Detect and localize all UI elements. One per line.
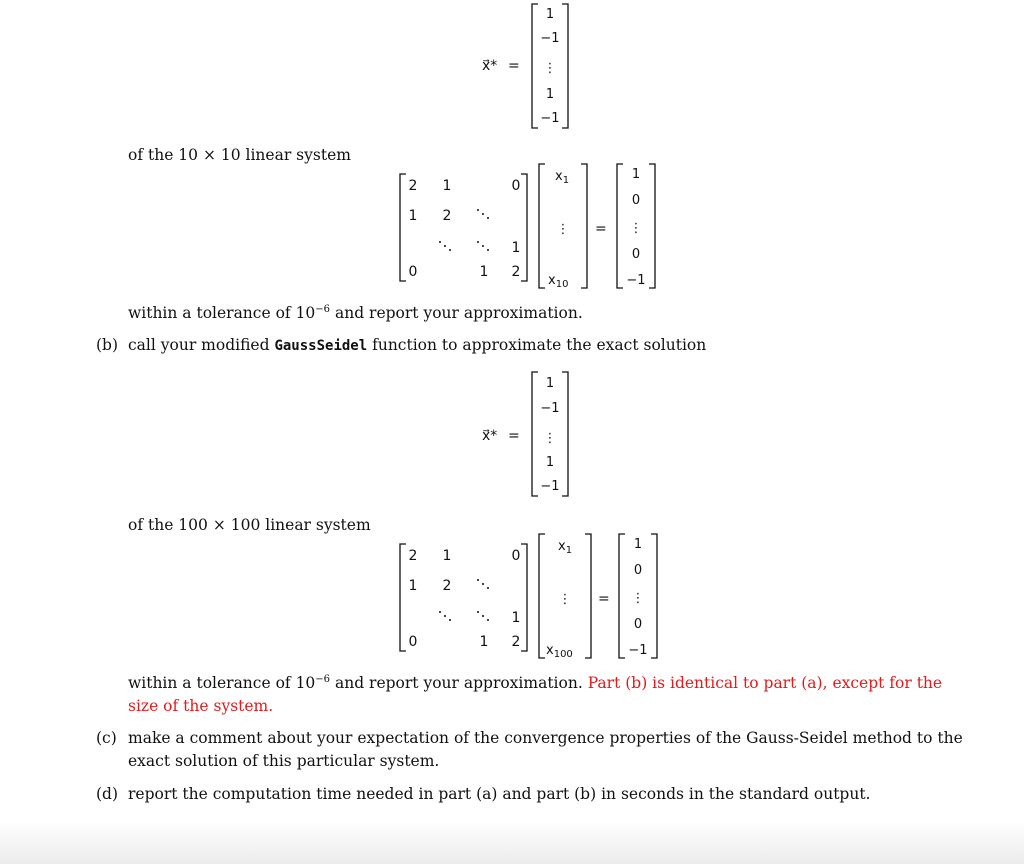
linear-system-100 [395, 530, 670, 665]
vector-entry: ⋮ [543, 61, 557, 76]
unknown-dots: ⋮ [556, 222, 570, 237]
right-bracket [649, 164, 655, 288]
rhs-entry: 0 [633, 563, 643, 578]
left-bracket [617, 164, 623, 288]
left-bracket [539, 534, 545, 658]
rhs-entry: 1 [633, 537, 643, 552]
rhs-entry: 0 [631, 193, 641, 208]
vector-entry: 1 [545, 376, 555, 391]
unknown-entry: $x_1$ [555, 169, 570, 186]
matrix-entry: 0 [408, 264, 418, 280]
right-bracket [651, 534, 657, 658]
matrix-entry: 1 [442, 548, 452, 564]
matrix-entry: 2 [511, 634, 521, 650]
item-b: (b) call your modified GaussSeidel function to approximate the exact solution [96, 336, 707, 354]
matrix-entry: 0 [511, 548, 521, 564]
matrix-entry: 2 [442, 578, 452, 594]
equals-sign: = [598, 591, 610, 607]
vector-label: x⃗* [482, 428, 498, 444]
rhs-entry: −1 [626, 273, 646, 288]
right-bracket [581, 164, 587, 288]
vector-label: x⃗* [482, 58, 498, 74]
system-100-intro: of the 100 × 100 linear system [128, 516, 371, 534]
rhs-entry: 1 [631, 167, 641, 182]
rhs-entry: 0 [633, 617, 643, 632]
left-bracket [619, 534, 625, 658]
matrix-entry: 1 [511, 610, 521, 626]
rhs-entry: ⋮ [629, 221, 643, 236]
right-bracket [562, 4, 568, 128]
matrix-entry: 2 [408, 178, 418, 194]
solution-vector-10 [470, 0, 590, 135]
unknown-dots: ⋮ [558, 592, 572, 607]
matrix-entry: 1 [511, 240, 521, 256]
system-10-intro: of the 10 × 10 linear system [128, 146, 351, 164]
function-name: GaussSeidel [274, 338, 368, 354]
right-bracket [562, 372, 568, 496]
solution-vector-100 [470, 368, 590, 503]
tolerance-line-a: within a tolerance of $10^{-6}$ and report your approximation. [128, 304, 583, 322]
linear-system-10 [395, 160, 670, 295]
equals-sign: = [508, 428, 520, 444]
right-bracket [521, 544, 527, 651]
equals-sign: = [508, 58, 520, 74]
item-c-continued: exact solution of this particular system. [128, 752, 440, 770]
matrix-entry: 1 [408, 208, 418, 224]
equals-sign: = [595, 221, 607, 237]
left-bracket [532, 4, 538, 128]
matrix-entry: 1 [408, 578, 418, 594]
tolerance-line-b: within a tolerance of $10^{-6}$ and report your approximation. Part (b) is identical to part (a), except for the [128, 674, 943, 692]
vector-entry: 1 [545, 7, 555, 22]
item-marker: (b) [96, 336, 119, 354]
matrix-entry: 2 [511, 264, 521, 280]
right-bracket [585, 534, 591, 658]
matrix-entry: 0 [511, 178, 521, 194]
item-c: (c) make a comment about your expectation of the convergence properties of the Gauss-Seidel method to the [96, 729, 963, 747]
instructor-note: Part (b) is identical to part (a), except for the [587, 674, 943, 692]
item-marker: (d) [96, 785, 119, 803]
item-marker: (c) [96, 729, 117, 747]
matrix-entry: 0 [408, 634, 418, 650]
rhs-entry: ⋮ [631, 591, 645, 606]
item-d: (d) report the computation time needed in part (a) and part (b) in seconds in the standard output. [96, 785, 871, 803]
left-bracket [539, 164, 545, 288]
unknown-entry: $x_{10}$ [548, 273, 569, 290]
vector-entry: −1 [540, 479, 560, 494]
unknown-entry: $x_1$ [558, 539, 573, 556]
vector-entry: 1 [545, 455, 555, 470]
vector-entry: 1 [545, 87, 555, 102]
page-bottom-shadow [0, 820, 1024, 864]
matrix-entry: 1 [479, 634, 489, 650]
left-bracket [400, 174, 406, 281]
unknown-entry: $x_{100}$ [546, 643, 573, 660]
matrix-entry: 2 [408, 548, 418, 564]
vector-entry: −1 [540, 401, 560, 416]
left-bracket [400, 544, 406, 651]
vector-entry: −1 [540, 31, 560, 46]
right-bracket [521, 174, 527, 281]
matrix-entry: 2 [442, 208, 452, 224]
matrix-entry: 1 [479, 264, 489, 280]
matrix-entry: 1 [442, 178, 452, 194]
instructor-note-continued: size of the system. [128, 697, 274, 715]
left-bracket [532, 372, 538, 496]
vector-entry: ⋮ [543, 431, 557, 446]
rhs-entry: 0 [631, 247, 641, 262]
vector-entry: −1 [540, 111, 560, 126]
rhs-entry: −1 [628, 643, 648, 658]
